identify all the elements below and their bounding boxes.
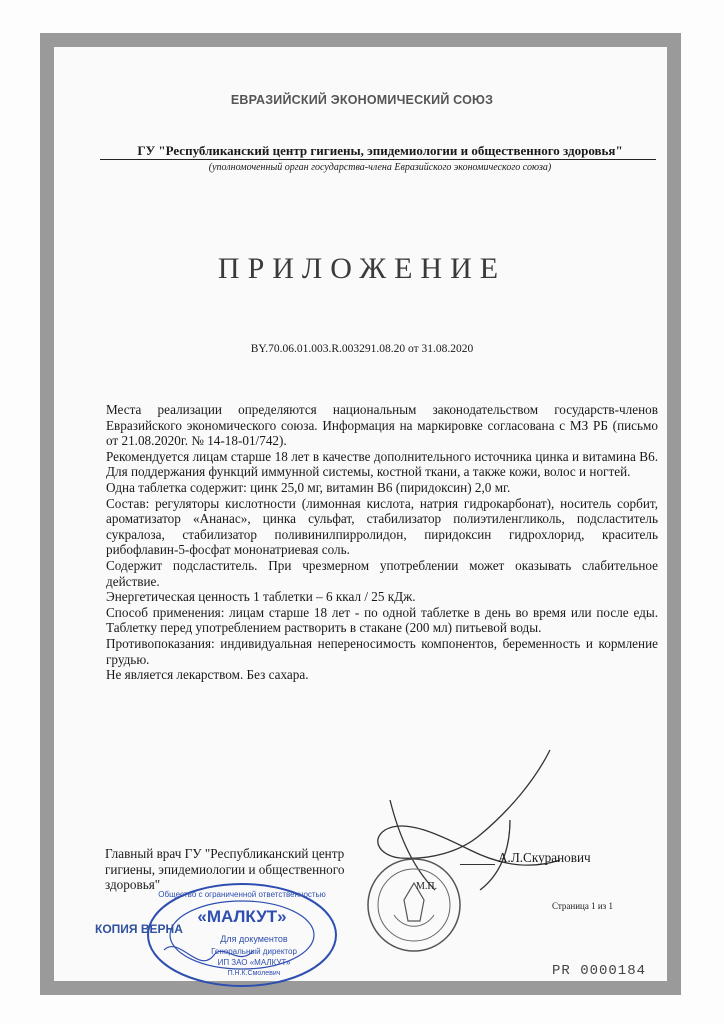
serial-number: PR 0000184 — [552, 963, 647, 979]
signatory-name: А.Л.Скуранович — [498, 850, 591, 865]
paragraph-composition: Состав: регуляторы кислотности (лимонная кислота, натрия гидрокарбонат), носитель сорбит, ароматизатор «Ананас», цинка сульфат, стабилизатор полиэтиленгликоль, подсластитель сукралоза, стабилизатор поливинилпирролидон, пиридоксин гидрохлорид, краситель рибофлавин-5-фосфат мононатриевая соль. — [106, 495, 658, 558]
document-body — [106, 402, 658, 683]
paragraph-energy: Энергетическая ценность 1 таблетки – 6 ккал / 25 кДж. — [106, 589, 416, 605]
stamp-line4: П.Н.К.Смолевич — [227, 970, 281, 977]
copy-mark: КОПИЯ ВЕРНА — [95, 922, 183, 936]
union-heading: ЕВРАЗИЙСКИЙ ЭКОНОМИЧЕСКИЙ СОЮЗ — [230, 93, 494, 107]
page-title: ПРИЛОЖЕНИЕ — [217, 252, 507, 285]
mp-label: М.П. — [416, 881, 438, 892]
signatory-position: Главный врач ГУ "Республиканский центр гигиены, эпидемиологии и общественного здоровья" — [105, 846, 345, 892]
stamp-line2: Генеральный директор — [211, 947, 297, 956]
official-seal — [364, 855, 464, 955]
paragraph-recommendation: Рекомендуется лицам старше 18 лет в качестве дополнительного источника цинка и витамина В6. Для поддержания функций иммунной системы, костной ткани, а также кожи, волос и ногтей. — [106, 448, 658, 480]
registration-number: BY.70.06.01.003.R.003291.08.20 от 31.08.2020 — [250, 343, 474, 355]
page-number: Страница 1 из 1 — [552, 901, 613, 911]
paragraph-sweetener: Содержит подсластитель. При чрезмерном употреблении может оказывать слабительное действие. — [106, 557, 658, 589]
stamp-company: «МАЛКУТ» — [197, 907, 287, 926]
paragraph-contraindications: Противопоказания: индивидуальная непереносимость компонентов, беременность и кормление грудью. — [106, 635, 658, 667]
signature-line — [460, 864, 495, 865]
stamp-line3: ИП ЗАО «МАЛКУТ» — [217, 958, 291, 967]
paragraph-sales: Места реализации определяются национальным законодательством государств-членов Евразийского экономического союза. Информация на маркировке согласована с МЗ РБ (письмо от 21.08.2020г. № 14-18-01/742). — [106, 402, 658, 449]
organization-note: (уполномоченный орган государства-члена Евразийского экономического союза) — [208, 162, 552, 173]
paragraph-tablet-content: Одна таблетка содержит: цинк 25,0 мг, витамин В6 (пиридоксин) 2,0 мг. — [106, 479, 511, 495]
organization-name: ГУ "Республиканский центр гигиены, эпидемиологии и общественного здоровья" — [137, 143, 623, 158]
organization-underline — [100, 159, 656, 160]
paragraph-usage: Способ применения: лицам старше 18 лет - по одной таблетке в день во время или после еды. Таблетку перед употреблением растворить в стакане (200 мл) питьевой воды. — [106, 604, 658, 636]
stamp-line1: Для документов — [220, 934, 288, 944]
stamp-ring-text: Общество с ограниченной ответственностью — [158, 890, 326, 899]
paragraph-note: Не является лекарством. Без сахара. — [106, 667, 309, 683]
